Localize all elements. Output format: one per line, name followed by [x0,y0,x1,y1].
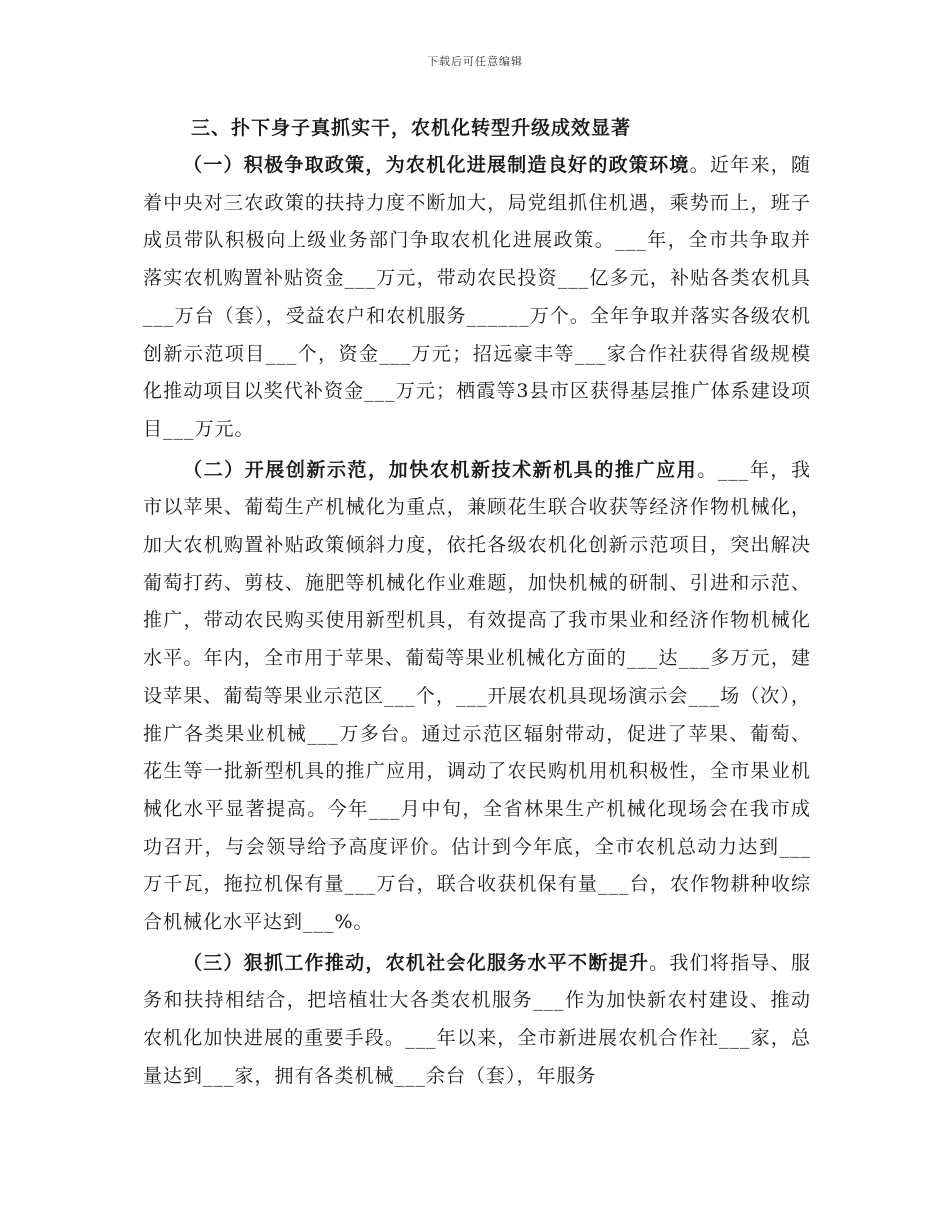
document-body [143,110,811,1096]
paragraph-lead: （一）积极争取政策，为农机化进展制造良好的政策环境 [183,154,690,176]
paragraph-body: 。我们将指导、服务和扶持相结合，把培植壮大各类农机服务___作为加快新农村建设、推动农机化加快进展的重要手段。___年以来，全市新进展农机合作社___家，总量达到___家，拥有各类机械___余台（套），年服务 [143,951,811,1087]
paragraph-service [143,945,811,1096]
page-header-note: 下载后可任意编辑 [427,55,523,68]
paragraph-lead: （三）狠抓工作推动，农机社会化服务水平不断提升 [183,951,650,974]
paragraph-policy [143,147,811,449]
paragraph-lead: （二）开展创新示范，加快农机新技术新机具的推广应用 [183,458,698,481]
paragraph-body: 。近年来，随着中央对三农政策的扶持力度不断加大，局党组抓住机遇，乘势而上，班子成员带队积极向上级业务部门争取农机化进展政策。___年，全市共争取并落实农机购置补贴资金___万元，带动农民投资___亿多元，补贴各类农机具___万台（套），受益农户和农机服务______万个。全年争取并落实各级农机创新示范项目___个，资金___万元；招远豪丰等___家合作社获得省级规模化推动项目以奖代补资金___万元；栖霞等3县市区获得基层推广体系建设项目___万元。 [143,154,811,440]
paragraph-innovation [143,452,811,942]
section-title: 三、扑下身子真抓实干，农机化转型升级成效显著 [191,117,632,139]
paragraph-body: 。___年，我市以苹果、葡萄生产机械化为重点，兼顾花生联合收获等经济作物机械化，加大农机购置补贴政策倾斜力度，依托各级农机化创新示范项目，突出解决葡萄打药、剪枝、施肥等机械化作业难题，加快机械的研制、引进和示范、推广，带动农民购买使用新型机具，有效提高了我市果业和经济作物机械化水平。年内，全市用于苹果、葡萄等果业机械化方面的___达___多万元，建设苹果、葡萄等果业示范区___个，___开展农机具现场演示会___场（次），推广各类果业机械___万多台。通过示范区辐射带动，促进了苹果、葡萄、花生等一批新型机具的推广应用，调动了农民购机用机积极性，全市果业机械化水平显著提高。今年___月中旬，全省林果生产机械化现场会在我市成功召开，与会领导给予高度评价。估计到今年底，全市农机总动力达到___万千瓦，拖拉机保有量___万台，联合收获机保有量___台，农作物耕种收综合机械化水平达到___%。 [143,458,811,934]
